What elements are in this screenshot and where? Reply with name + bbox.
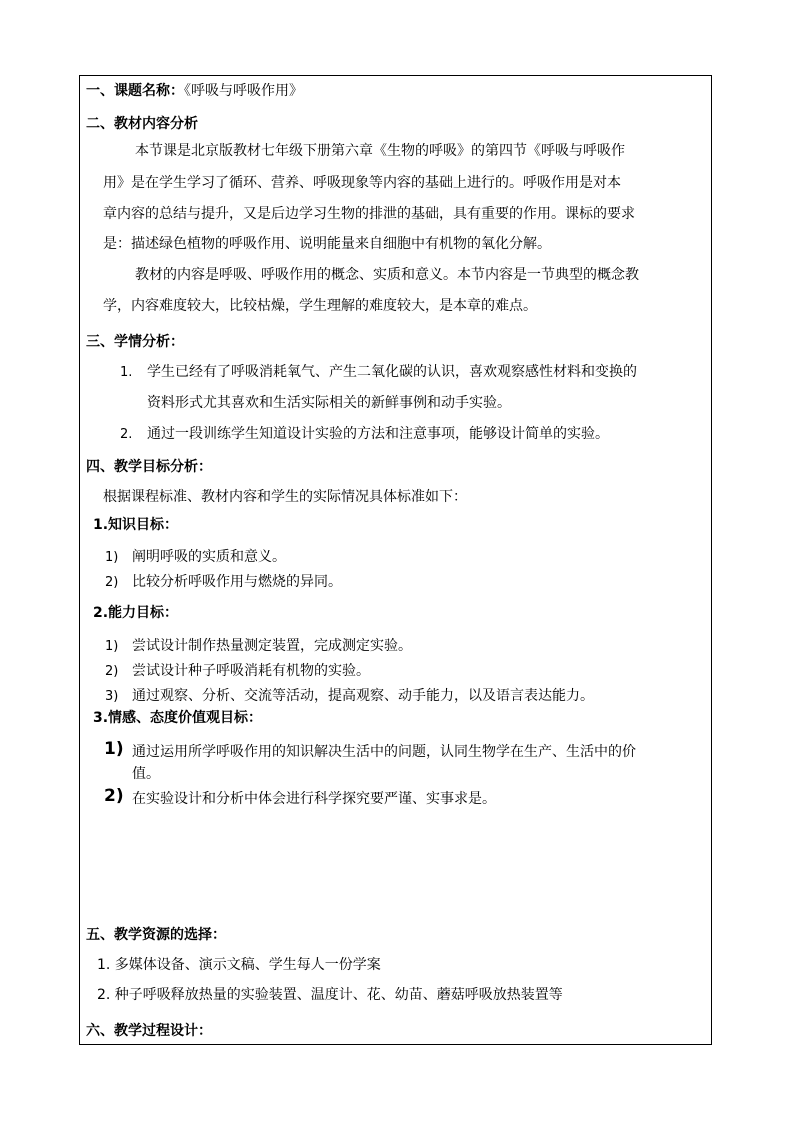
list-number: 2) bbox=[105, 575, 119, 590]
list-number: 1) bbox=[104, 739, 124, 759]
resource-item-2: 2. 种子呼吸释放热量的实验装置、温度计、花、幼苗、蘑菇呼吸放热装置等 bbox=[97, 987, 563, 1003]
list-number: 2) bbox=[104, 786, 124, 806]
list-number: 3) bbox=[105, 689, 119, 704]
section-1-line bbox=[86, 82, 303, 100]
emotion-item-1-line1: 通过运用所学呼吸作用的知识解决生活中的问题，认同生物学在生产、生活中的价 bbox=[132, 744, 636, 760]
section-6-heading: 六、教学过程设计： bbox=[86, 1023, 212, 1039]
section-2-heading: 二、教材内容分析 bbox=[86, 116, 198, 132]
student-analysis-item-1-line2: 资料形式尤其喜欢和生活实际相关的新鲜事例和动手实验。 bbox=[147, 395, 511, 411]
emotion-item-1-line2: 值。 bbox=[132, 766, 160, 782]
list-number: 1) bbox=[105, 550, 119, 565]
lesson-title: 《呼吸与呼吸作用》 bbox=[184, 83, 303, 99]
resource-item-1: 1. 多媒体设备、演示文稿、学生每人一份学案 bbox=[97, 957, 381, 973]
objectives-intro: 根据课程标准、教材内容和学生的实际情况具体标准如下： bbox=[103, 489, 467, 505]
section-3-heading: 三、学情分析： bbox=[86, 334, 184, 350]
emotion-item-2: 在实验设计和分析中体会进行科学探究要严谨、实事求是。 bbox=[132, 791, 496, 807]
ability-item-3: 通过观察、分析、交流等活动，提高观察、动手能力，以及语言表达能力。 bbox=[132, 688, 594, 704]
ability-item-1: 尝试设计制作热量测定装置，完成测定实验。 bbox=[132, 638, 412, 654]
list-number: 2) bbox=[105, 664, 119, 679]
list-number: 1) bbox=[105, 639, 119, 654]
section-1-heading: 一、课题名称： bbox=[86, 83, 184, 99]
student-analysis-item-2: 通过一段训练学生知道设计实验的方法和注意事项，能够设计简单的实验。 bbox=[147, 426, 609, 442]
emotion-objectives-heading: 3.情感、态度价值观目标： bbox=[93, 710, 263, 726]
section-2-para2-line2: 学，内容难度较大，比较枯燥，学生理解的难度较大，是本章的难点。 bbox=[103, 298, 537, 314]
ability-objectives-heading: 2.能力目标： bbox=[93, 605, 179, 621]
knowledge-objectives-heading: 1.知识目标： bbox=[93, 517, 179, 533]
knowledge-item-1: 阐明呼吸的实质和意义。 bbox=[132, 549, 286, 565]
section-4-heading: 四、教学目标分析： bbox=[86, 459, 212, 475]
list-number: 2. bbox=[120, 427, 133, 442]
ability-item-2: 尝试设计种子呼吸消耗有机物的实验。 bbox=[132, 663, 370, 679]
list-number: 1. bbox=[120, 365, 133, 380]
section-2-para2-line1: 教材的内容是呼吸、呼吸作用的概念、实质和意义。本节内容是一节典型的概念教 bbox=[135, 267, 639, 283]
knowledge-item-2: 比较分析呼吸作用与燃烧的异同。 bbox=[132, 574, 342, 590]
section-2-para1-line2: 用》是在学生学习了循环、营养、呼吸现象等内容的基础上进行的。呼吸作用是对本 bbox=[103, 175, 621, 191]
section-5-heading: 五、教学资源的选择： bbox=[86, 927, 226, 943]
section-2-para1-line3: 章内容的总结与提升，又是后边学习生物的排泄的基础，具有重要的作用。课标的要求 bbox=[103, 206, 635, 222]
student-analysis-item-1-line1: 学生已经有了呼吸消耗氧气、产生二氧化碳的认识，喜欢观察感性材料和变换的 bbox=[147, 364, 637, 380]
section-2-para1-line4: 是：描述绿色植物的呼吸作用、说明能量来自细胞中有机物的氧化分解。 bbox=[103, 236, 551, 252]
section-2-para1-line1: 本节课是北京版教材七年级下册第六章《生物的呼吸》的第四节《呼吸与呼吸作 bbox=[135, 143, 625, 159]
